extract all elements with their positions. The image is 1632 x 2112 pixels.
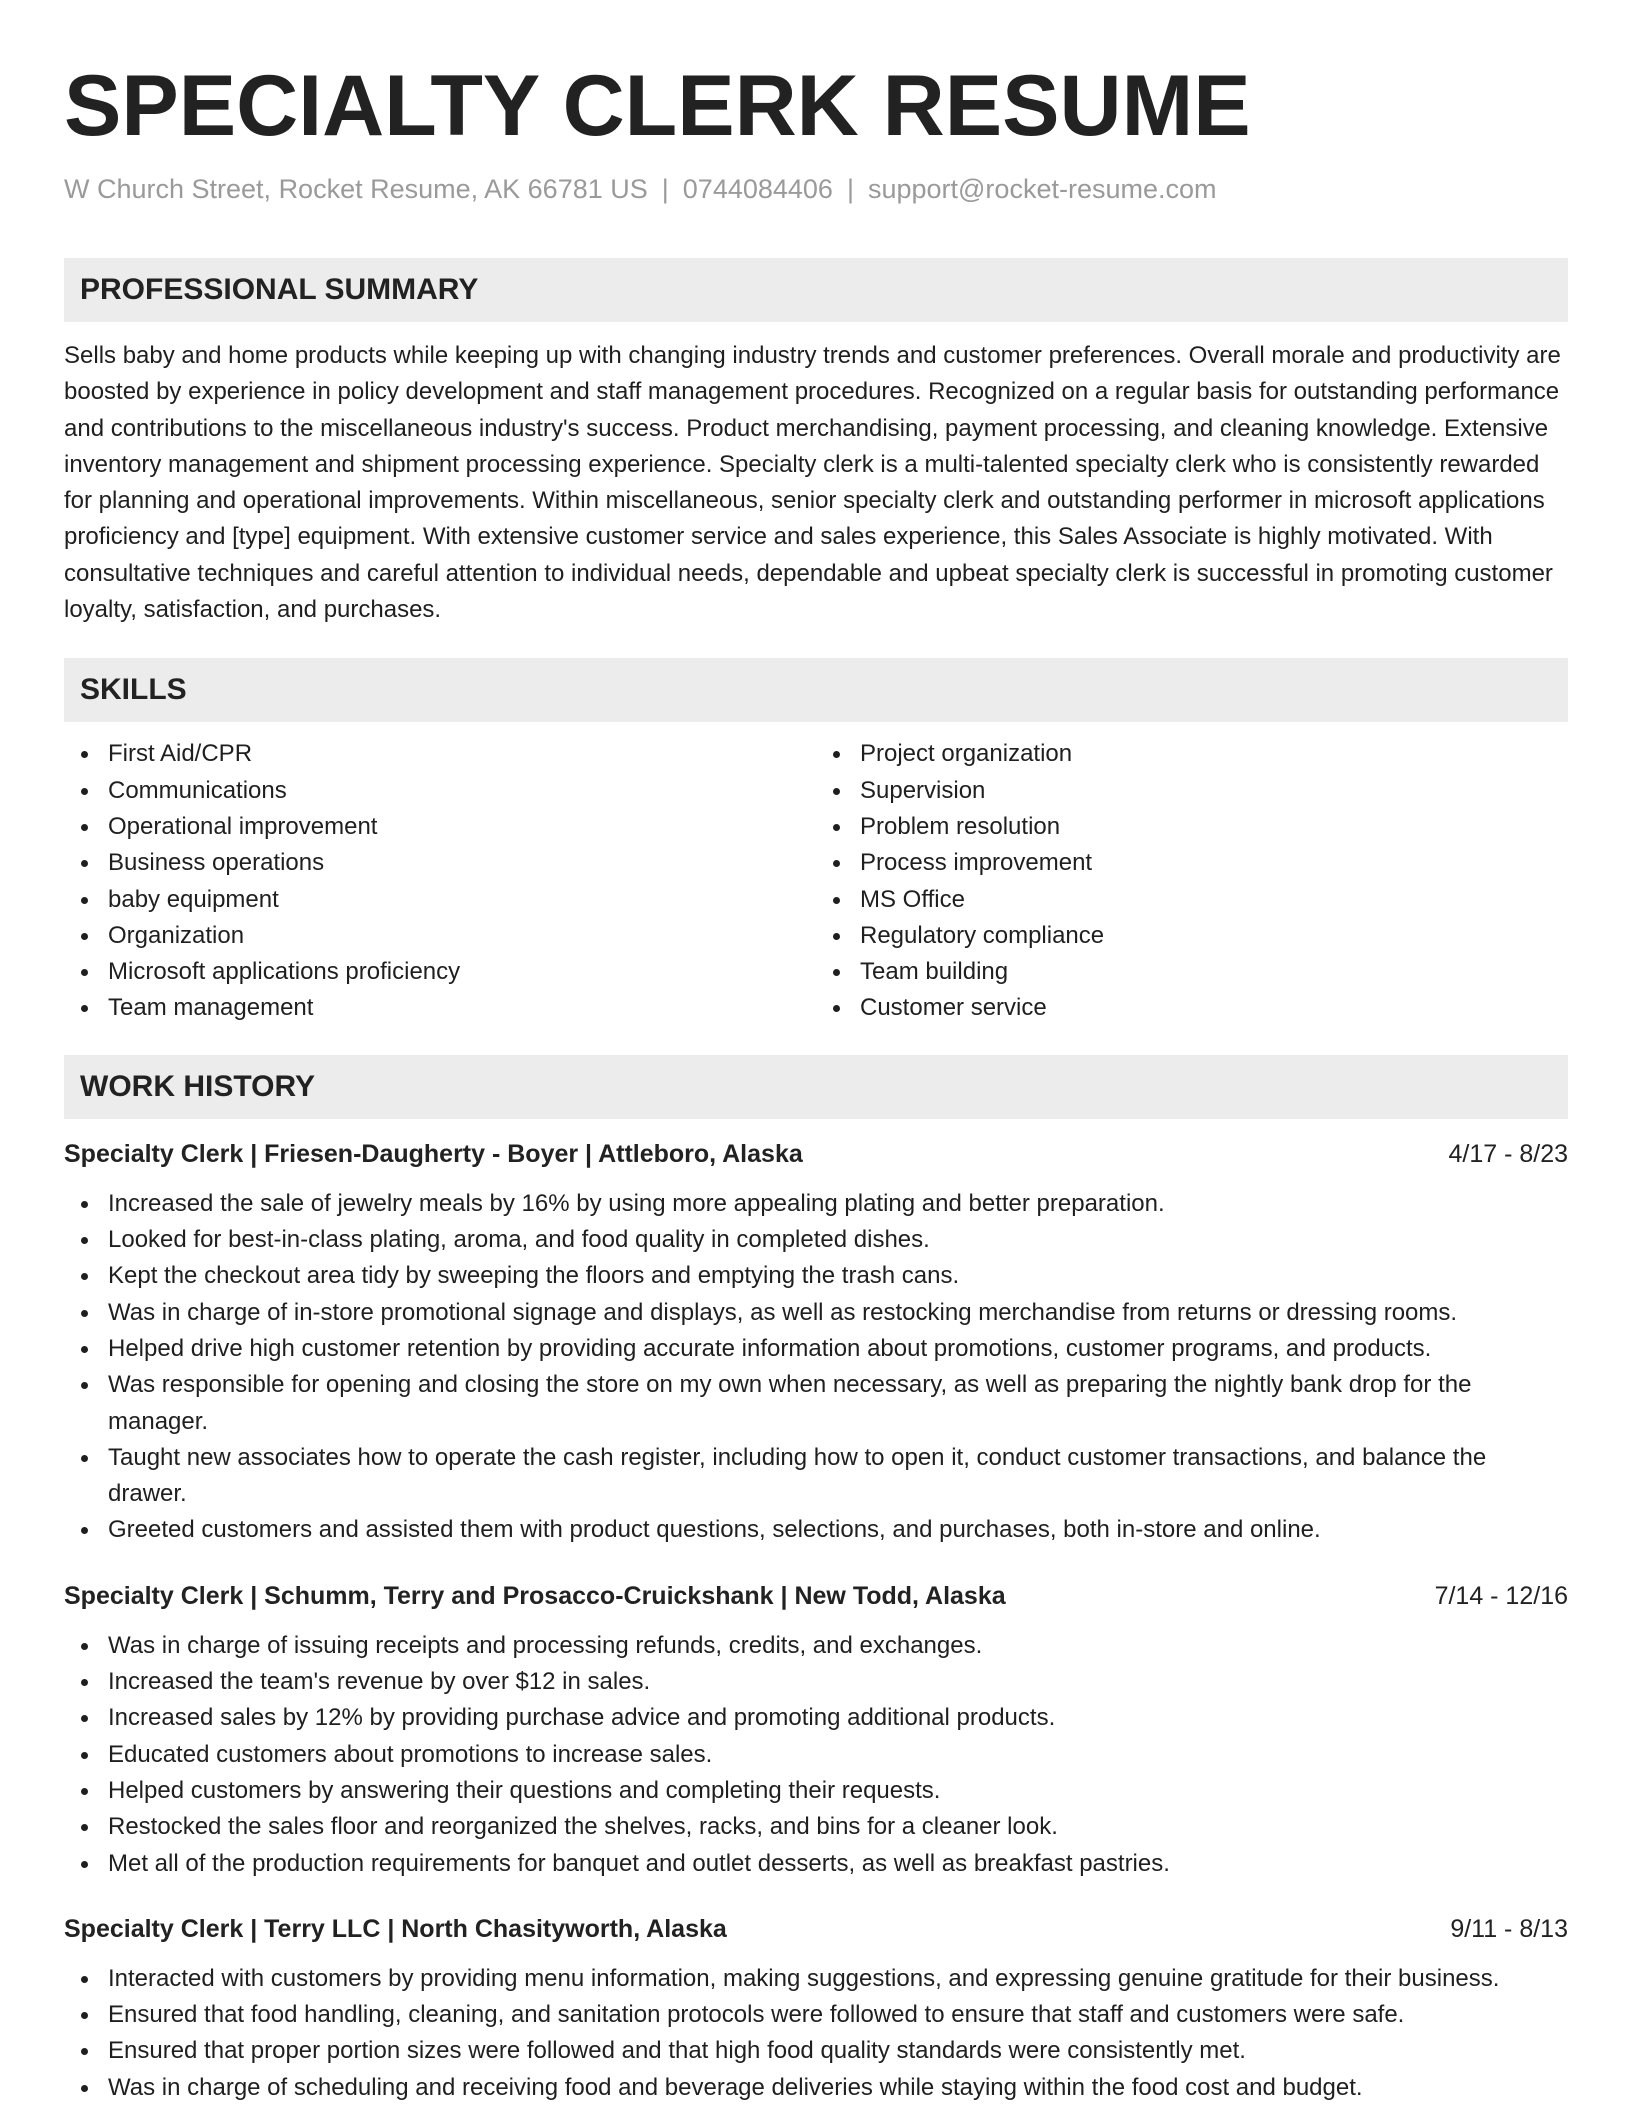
job-entry xyxy=(64,1912,1568,2106)
skill-item: Project organization xyxy=(860,736,1568,772)
job-bullets xyxy=(64,1628,1568,1882)
skill-item: Business operations xyxy=(108,845,816,881)
job-bullet: Was responsible for opening and closing the store on my own when necessary, as well as preparing the nightly bank drop for the manager. xyxy=(108,1367,1568,1440)
skill-item: Team management xyxy=(108,990,816,1026)
job-bullet: Educated customers about promotions to increase sales. xyxy=(108,1737,1568,1773)
skill-item: Supervision xyxy=(860,773,1568,809)
skill-item: Operational improvement xyxy=(108,809,816,845)
skill-item: Organization xyxy=(108,918,816,954)
skill-item: Communications xyxy=(108,773,816,809)
job-entry xyxy=(64,1579,1568,1882)
job-bullet: Was in charge of in-store promotional signage and displays, as well as restocking merchandise from returns or dressing rooms. xyxy=(108,1295,1568,1331)
contact-separator: | xyxy=(661,174,669,204)
skill-item: MS Office xyxy=(860,882,1568,918)
resume-title: SPECIALTY CLERK RESUME xyxy=(64,58,1251,154)
summary-heading: PROFESSIONAL SUMMARY xyxy=(64,258,1568,322)
job-bullet: Was in charge of scheduling and receiving food and beverage deliveries while staying within the food cost and budget. xyxy=(108,2070,1568,2106)
job-bullets xyxy=(64,1186,1568,1549)
job-dates: 7/14 - 12/16 xyxy=(1434,1581,1568,1610)
skills-grid xyxy=(64,736,1568,1026)
skill-item: First Aid/CPR xyxy=(108,736,816,772)
skill-item: Team building xyxy=(860,954,1568,990)
job-bullet: Ensured that food handling, cleaning, and sanitation protocols were followed to ensure that staff and customers were safe. xyxy=(108,1997,1568,2033)
job-bullet: Increased sales by 12% by providing purchase advice and promoting additional products. xyxy=(108,1700,1568,1736)
job-bullet: Increased the team's revenue by over $12 in sales. xyxy=(108,1664,1568,1700)
job-header xyxy=(64,1579,1568,1613)
job-dates: 9/11 - 8/13 xyxy=(1450,1914,1568,1943)
job-bullet: Increased the sale of jewelry meals by 16% by using more appealing plating and better preparation. xyxy=(108,1186,1568,1222)
job-dates: 4/17 - 8/23 xyxy=(1448,1139,1568,1168)
skill-item: Regulatory compliance xyxy=(860,918,1568,954)
job-bullet: Helped drive high customer retention by providing accurate information about promotions, customer programs, and products. xyxy=(108,1331,1568,1367)
contact-separator: | xyxy=(846,174,854,204)
job-bullet: Met all of the production requirements for banquet and outlet desserts, as well as breakfast pastries. xyxy=(108,1846,1568,1882)
job-title: Specialty Clerk | Schumm, Terry and Prosacco-Cruickshank | New Todd, Alaska xyxy=(64,1581,1006,1610)
contact-email: support@rocket-resume.com xyxy=(867,174,1217,204)
skills-column-right xyxy=(816,736,1568,1026)
job-bullet: Taught new associates how to operate the cash register, including how to open it, conduct customer transactions, and balance the drawer. xyxy=(108,1440,1568,1513)
job-bullet: Restocked the sales floor and reorganized the shelves, racks, and bins for a cleaner look. xyxy=(108,1809,1568,1845)
job-bullets xyxy=(64,1961,1568,2106)
work-history-list xyxy=(64,1137,1568,2106)
job-bullet: Helped customers by answering their questions and completing their requests. xyxy=(108,1773,1568,1809)
contact-line xyxy=(64,172,1568,206)
contact-address: W Church Street, Rocket Resume, AK 66781 US xyxy=(64,174,648,204)
job-title: Specialty Clerk | Friesen-Daugherty - Boyer | Attleboro, Alaska xyxy=(64,1139,803,1168)
skill-item: Microsoft applications proficiency xyxy=(108,954,816,990)
job-header xyxy=(64,1137,1568,1171)
skill-item: Process improvement xyxy=(860,845,1568,881)
job-entry xyxy=(64,1137,1568,1549)
job-bullet: Kept the checkout area tidy by sweeping the floors and emptying the trash cans. xyxy=(108,1258,1568,1294)
skill-item: Problem resolution xyxy=(860,809,1568,845)
work-history-heading: WORK HISTORY xyxy=(64,1055,1568,1119)
skill-item: baby equipment xyxy=(108,882,816,918)
job-header xyxy=(64,1912,1568,1946)
job-bullet: Was in charge of issuing receipts and processing refunds, credits, and exchanges. xyxy=(108,1628,1568,1664)
job-bullet: Interacted with customers by providing menu information, making suggestions, and expressing genuine gratitude for their business. xyxy=(108,1961,1568,1997)
job-bullet: Ensured that proper portion sizes were followed and that high food quality standards were consistently met. xyxy=(108,2033,1568,2069)
skill-item: Customer service xyxy=(860,990,1568,1026)
skills-column-left xyxy=(64,736,816,1026)
job-bullet: Looked for best-in-class plating, aroma, and food quality in completed dishes. xyxy=(108,1222,1568,1258)
contact-phone: 0744084406 xyxy=(682,174,833,204)
job-bullet: Greeted customers and assisted them with product questions, selections, and purchases, both in-store and online. xyxy=(108,1512,1568,1548)
summary-text: Sells baby and home products while keeping up with changing industry trends and customer preferences. Overall morale and productivity are boosted by experience in policy development and staff management procedures. Recognized on a regular basis for outstanding performance and contributions to the miscellaneous industry's success. Product merchandising, payment processing, and cleaning knowledge. Extensive inventory management and shipment processing experience. Specialty clerk is a multi-talented specialty clerk who is consistently rewarded for planning and operational improvements. Within miscellaneous, senior specialty clerk and outstanding performer in microsoft applications proficiency and [type] equipment. With extensive customer service and sales experience, this Sales Associate is highly motivated. With consultative techniques and careful attention to individual needs, dependable and upbeat specialty clerk is successful in promoting customer loyalty, satisfaction, and purchases. xyxy=(64,342,1561,624)
job-title: Specialty Clerk | Terry LLC | North Chasityworth, Alaska xyxy=(64,1914,727,1943)
skills-heading: SKILLS xyxy=(64,658,1568,722)
